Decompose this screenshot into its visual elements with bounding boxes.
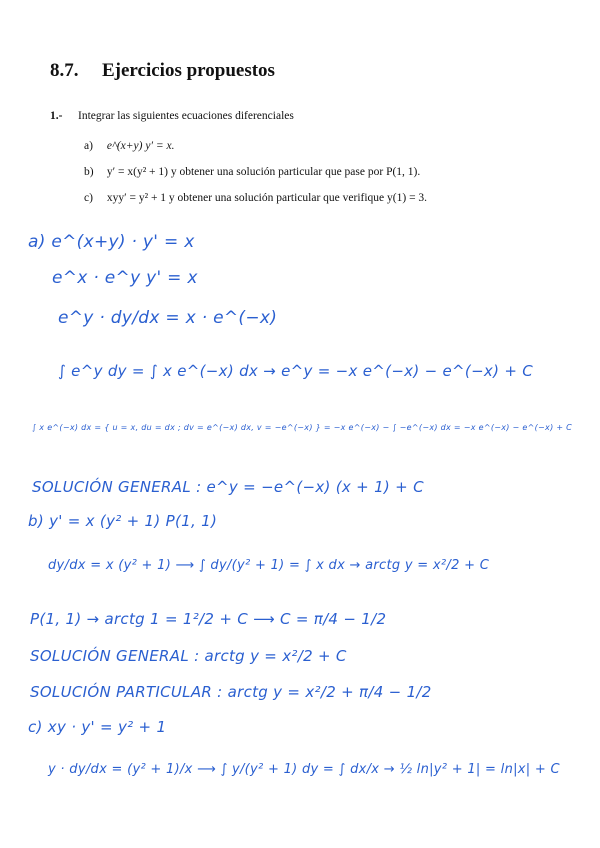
hand-b-line2: dy/dx = x (y² + 1) ⟶ ∫ dy/(y² + 1) = ∫ x dx → arctg y = x²/2 + C	[48, 558, 490, 573]
hand-a-label: a)	[28, 232, 46, 252]
item-text: xyy′ = y² + 1 y obtener una solución particular que verifique y(1) = 3.	[106, 192, 428, 204]
hand-c-line1	[28, 718, 166, 736]
hand-b-line3: P(1, 1) → arctg 1 = 1²/2 + C ⟶ C = π/4 − 1/2	[30, 610, 387, 628]
hand-b-general-solution: SOLUCIÓN GENERAL : arctg y = x²/2 + C	[30, 647, 347, 665]
hand-b-line1	[28, 512, 217, 530]
exercise-item-a	[84, 140, 174, 152]
hand-a-line1-text: e^(x+y) · y' = x	[51, 232, 195, 252]
exercise-item-c	[84, 192, 427, 204]
hand-a-line4: ∫ e^y dy = ∫ x e^(−x) dx → e^y = −x e^(−x) − e^(−x) + C	[58, 362, 534, 380]
hand-c-line1-text: xy · y' = y² + 1	[47, 718, 167, 736]
item-label: c)	[84, 192, 93, 204]
hand-a-line2: e^x · e^y y' = x	[52, 268, 198, 288]
section-title	[50, 60, 275, 82]
item-text: e^(x+y) y′ = x.	[106, 140, 175, 152]
hand-a-line5: ∫ x e^(−x) dx = { u = x, du = dx ; dv = e^(−x) dx, v = −e^(−x) } = −x e^(−x) − ∫ −e^(−x) dx = −x e^(−x) − e^(−x) + C	[32, 423, 573, 432]
hand-b-label: b)	[28, 512, 44, 530]
hand-c-line2: y · dy/dx = (y² + 1)/x ⟶ ∫ y/(y² + 1) dy = ∫ dx/x → ½ ln|y² + 1| = ln|x| + C	[48, 762, 560, 777]
hand-a-general-solution: SOLUCIÓN GENERAL : e^y = −e^(−x) (x + 1) + C	[32, 478, 424, 496]
exercise-intro	[50, 110, 294, 122]
item-label: a)	[84, 140, 93, 152]
item-label: b)	[84, 166, 94, 178]
section-number: 8.7.	[50, 60, 79, 81]
hand-b-line1-text: y' = x (y² + 1) P(1, 1)	[49, 512, 218, 530]
item-text: y′ = x(y² + 1) y obtener una solución particular que pase por P(1, 1).	[106, 166, 421, 178]
hand-b-particular-solution: SOLUCIÓN PARTICULAR : arctg y = x²/2 + π/4 − 1/2	[30, 683, 432, 701]
hand-c-label: c)	[28, 718, 43, 736]
exercise-item-b	[84, 166, 420, 178]
section-title-text: Ejercicios propuestos	[102, 60, 275, 81]
hand-a-line3: e^y · dy/dx = x · e^(−x)	[58, 308, 278, 328]
exercise-number: 1.-	[50, 110, 63, 122]
hand-a-line1	[28, 232, 195, 252]
exercise-intro-text: Integrar las siguientes ecuaciones diferenciales	[78, 110, 294, 122]
